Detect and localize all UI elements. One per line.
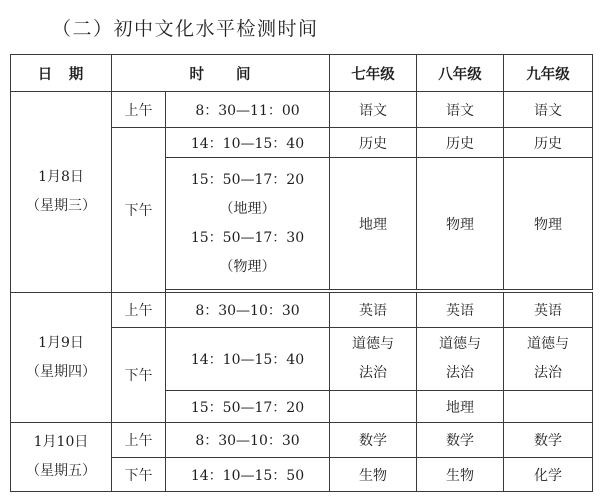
time-slot: 14：10—15：40: [166, 128, 330, 158]
date-label: 1月9日: [38, 334, 84, 351]
header-grade9: 九年级: [504, 55, 593, 92]
weekday-label: （星期五）: [26, 463, 96, 479]
subject-line: 法治: [359, 365, 387, 381]
period-label: 下午: [112, 328, 166, 423]
time-slot: 8：30—10：30: [166, 293, 330, 328]
grade7-subject: [330, 328, 417, 391]
time-slot: 8：30—11：00: [166, 92, 330, 128]
period-label: 上午: [112, 293, 166, 328]
time-slot: 15：50—17：20: [166, 391, 330, 423]
header-grade8: 八年级: [417, 55, 504, 92]
weekday-label: （星期四）: [26, 363, 96, 380]
time-note: （地理）: [219, 200, 276, 217]
subject-line: 道德与: [439, 336, 481, 352]
date-label: 1月8日: [38, 169, 84, 185]
grade8-subject: 数学: [417, 423, 504, 458]
time-slot: 14：10—15：40: [166, 328, 330, 391]
table-row: [11, 92, 593, 128]
date-cell-day2: [11, 293, 112, 423]
time-range: 15：50—17：20: [190, 171, 305, 188]
grade7-subject: 数学: [330, 423, 417, 458]
header-date: 日 期: [11, 55, 112, 92]
grade8-subject: 语文: [417, 92, 504, 128]
grade9-subject: 物理: [504, 158, 593, 290]
grade8-subject: 物理: [417, 158, 504, 290]
grade7-subject: [330, 391, 417, 423]
exam-schedule-table: [10, 54, 593, 492]
period-label: 下午: [112, 458, 166, 492]
grade8-subject: 历史: [417, 128, 504, 158]
subject-line: 法治: [446, 365, 474, 381]
time-note: （物理）: [219, 258, 276, 275]
grade9-subject: 语文: [504, 92, 593, 128]
time-slot: [166, 158, 330, 290]
grade8-subject: 地理: [417, 391, 504, 423]
grade7-subject: 英语: [330, 293, 417, 328]
grade8-subject: 英语: [417, 293, 504, 328]
grade7-subject: 语文: [330, 92, 417, 128]
date-label: 1月10日: [33, 434, 89, 450]
grade9-subject: [504, 391, 593, 423]
header-row: [11, 55, 593, 92]
grade7-subject: 历史: [330, 128, 417, 158]
subject-line: 道德与: [527, 336, 569, 352]
period-label: 上午: [112, 423, 166, 458]
header-time: 时 间: [112, 55, 330, 92]
grade9-subject: 历史: [504, 128, 593, 158]
grade9-subject: 英语: [504, 293, 593, 328]
grade7-subject: 生物: [330, 458, 417, 492]
grade8-subject: 生物: [417, 458, 504, 492]
grade9-subject: 化学: [504, 458, 593, 492]
weekday-label: （星期三）: [26, 198, 96, 214]
date-cell-day1: [11, 92, 112, 293]
grade9-subject: [504, 328, 593, 391]
table-row: [11, 293, 593, 328]
page-heading: （二）初中文化水平检测时间: [52, 18, 319, 40]
time-slot: 14：10—15：50: [166, 458, 330, 492]
header-grade7: 七年级: [330, 55, 417, 92]
period-label: 下午: [112, 128, 166, 293]
grade9-subject: 数学: [504, 423, 593, 458]
time-slot: 8：30—10：30: [166, 423, 330, 458]
grade8-subject: [417, 328, 504, 391]
table-row: [11, 423, 593, 458]
subject-line: 法治: [534, 365, 562, 381]
grade7-subject: 地理: [330, 158, 417, 290]
time-range: 15：50—17：30: [190, 229, 305, 246]
subject-line: 道德与: [352, 336, 394, 352]
period-label: 上午: [112, 92, 166, 128]
date-cell-day3: [11, 423, 112, 492]
